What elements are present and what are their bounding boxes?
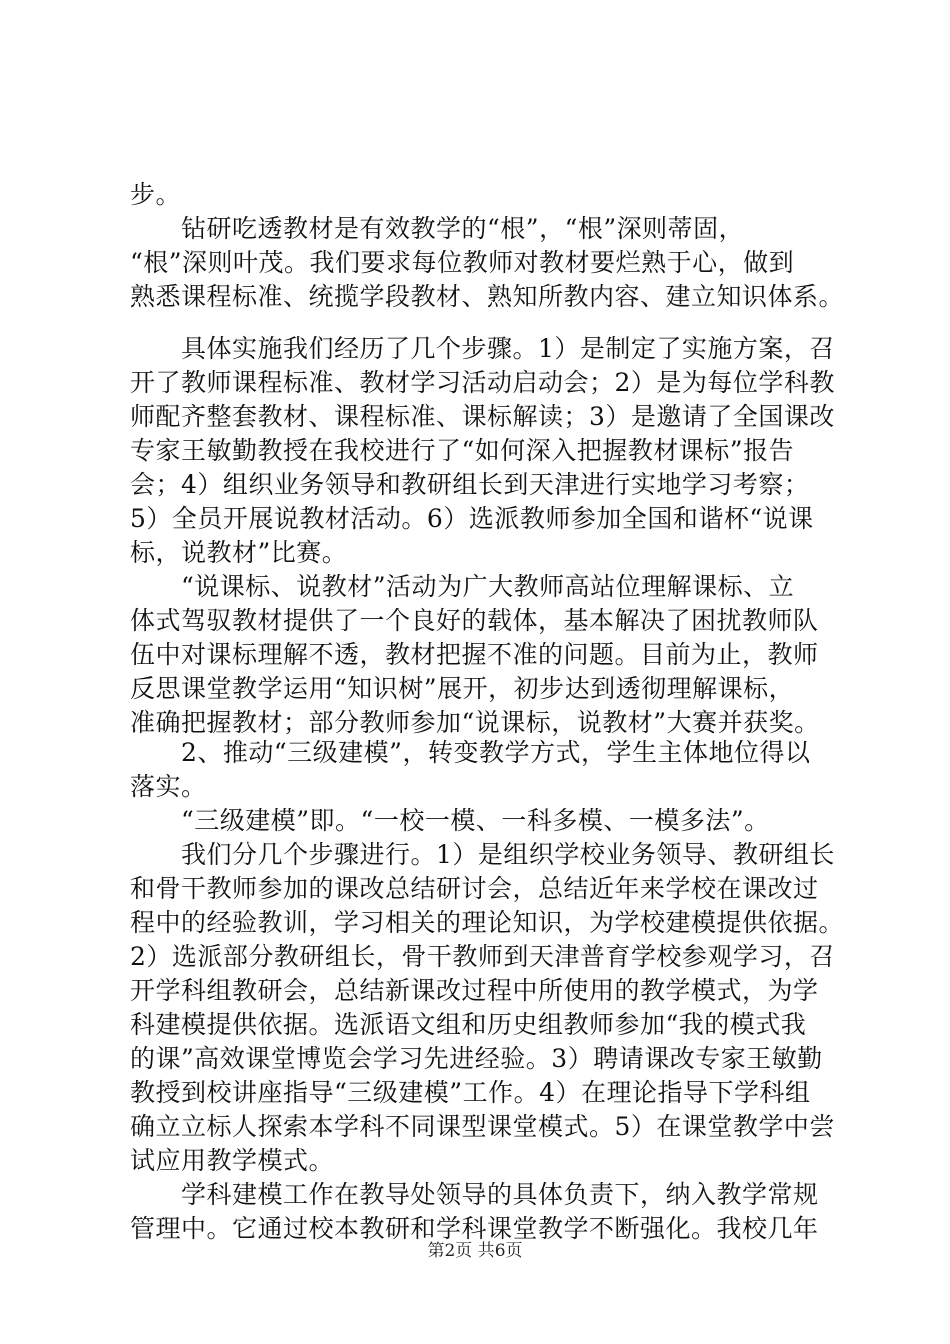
text-line: 开学科组教研会，总结新课改过程中所使用的教学模式，为学 xyxy=(130,976,819,1005)
section-heading-line: 2、推动“三级建模”，转变教学方式，学生主体地位得以 xyxy=(130,738,811,767)
text-line: 标，说教材”比赛。 xyxy=(130,538,348,567)
text-line: 开了教师课程标准、教材学习活动启动会；2）是为每位学科教 xyxy=(130,368,835,397)
text-line: 反思课堂教学运用“知识树”展开，初步达到透彻理解课标， xyxy=(130,674,795,703)
text-line: 我们分几个步骤进行。1）是组织学校业务领导、教研组长 xyxy=(130,840,835,869)
text-line: 学科建模工作在教导处领导的具体负责下，纳入教学常规 xyxy=(130,1180,819,1209)
text-line: 专家王敏勤教授在我校进行了“如何深入把握教材课标”报告 xyxy=(130,436,795,465)
text-line: 试应用教学模式。 xyxy=(130,1146,335,1175)
text-line: 科建模提供依据。选派语文组和历史组教师参加“我的模式我 xyxy=(130,1010,807,1039)
text-line: “三级建模”即。“一校一模、一科多模、一模多法”。 xyxy=(130,806,770,835)
text-line: “根”深则叶茂。我们要求每位教师对教材要烂熟于心，做到 xyxy=(130,248,795,277)
text-line: 伍中对课标理解不透，教材把握不准的问题。目前为止，教师 xyxy=(130,640,819,669)
text-line: 体式驾驭教材提供了一个良好的载体，基本解决了困扰教师队 xyxy=(130,606,819,635)
text-line: “说课标、说教材”活动为广大教师高站位理解课标、立 xyxy=(130,572,795,601)
text-line: 管理中。它通过校本教研和学科课堂教学不断强化。我校几年 xyxy=(130,1214,819,1243)
text-line: 步。 xyxy=(130,180,182,209)
text-line: 准确把握教材；部分教师参加“说课标，说教材”大赛并获奖。 xyxy=(130,708,820,737)
text-line: 会；4）组织业务领导和教研组长到天津进行实地学习考察； xyxy=(130,470,810,499)
text-line: 具体实施我们经历了几个步骤。1）是制定了实施方案，召 xyxy=(130,334,835,363)
text-line: 熟悉课程标准、统揽学段教材、熟知所教内容、建立知识体系。 xyxy=(130,282,845,311)
text-line: 教授到校讲座指导“三级建模”工作。4）在理论指导下学科组 xyxy=(130,1078,811,1107)
text-line: 程中的经验教训，学习相关的理论知识，为学校建模提供依据。 xyxy=(130,908,845,937)
text-line: 5）全员开展说教材活动。6）选派教师参加全国和谐杯“说课 xyxy=(130,504,814,533)
text-line: 确立立标人探索本学科不同课型课堂模式。5）在课堂教学中尝 xyxy=(130,1112,835,1141)
text-line: 钻研吃透教材是有效教学的“根”，“根”深则蒂固， xyxy=(130,214,745,243)
text-line: 2）选派部分教研组长，骨干教师到天津普育学校参观学习，召 xyxy=(130,942,835,971)
text-line: 的课”高效课堂博览会学习先进经验。3）聘请课改专家王敏勤 xyxy=(130,1044,823,1073)
text-line: 师配齐整套教材、课程标准、课标解读；3）是邀请了全国课改 xyxy=(130,402,835,431)
text-line: 和骨干教师参加的课改总结研讨会，总结近年来学校在课改过 xyxy=(130,874,819,903)
section-heading-line: 落实。 xyxy=(130,772,207,801)
page-number-footer: 第2页 共6页 xyxy=(427,1241,523,1261)
